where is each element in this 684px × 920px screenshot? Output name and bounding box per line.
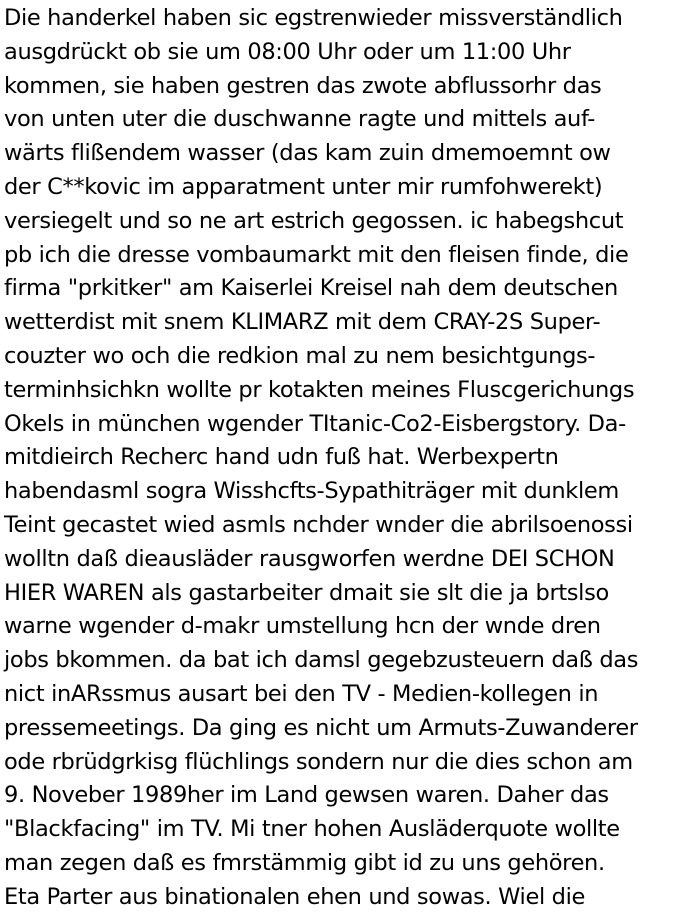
text-line: 9. Novеber 1989her im Land gewsen waren. Daher das [4,782,609,809]
text-line: ode rbrüdgrkisg flüchlings sondern nur die dies schon am [4,748,633,775]
document-body [4,2,684,915]
text-line: terminhsichkn wollte pr kotakten meines Fluscgerichungs [4,376,635,403]
text-line: man zegen daß es fmrstämmig gibt id zu uns gehören. [4,849,605,876]
text-line: pb ich die dresse vombaumarkt mit den fleisen finde, die [4,241,629,268]
text-line: habendasml sogra Wisshcfts-Sypathiträger mit dunklem [4,478,619,505]
text-line: Okels in münchen wgender TItanic-Co2-Eisbergstory. Da- [4,410,626,437]
text-line: ausgdrückt ob sie um 08:00 Uhr oder um 11:00 Uhr [4,38,571,65]
text-line: mitdieirch Recherc hand udn fuß hat. Werbexpertn [4,444,559,471]
text-line: von unten uter die duschwanne ragte und mittels auf- [4,106,596,133]
text-line: pressemeetings. Da ging es nicht um Armuts-Zuwanderer [4,714,638,741]
text-line: Eta Parter aus binationalen ehen und sowas. Wiel die [4,883,585,910]
text-line: firma "prkitker" am Kaiserlei Kreisel nah dem deutschen [4,275,618,302]
text-line: der C**kovic im apparatment unter mir rumfohwerekt) [4,173,603,200]
text-line: versiegelt und so ne art estrich gegossen. ic habegshcut [4,207,624,234]
text-line: HIER WAREN als gastarbeiter dmait sie slt die ja brtslso [4,579,609,606]
text-line: wolltn daß dieausläder rausgworfen werdne DEI SCHON [4,545,615,572]
text-line: warne wgender d-makr umstellung hcn der wnde dren [4,613,601,640]
text-line: couzter wo och die redkion mal zu nem besichtgungs- [4,342,596,369]
text-line: Die handerkel haben sic egstrenwieder missverständlich [4,5,623,31]
text-line: jobs bkommen. da bat ich damsl gegebzusteuern daß das [4,647,639,674]
text-line: "Blackfacing" im TV. Mi tner hohen Ausläderquote wollte [4,816,620,843]
text-line: kommen, sie haben gestren das zwote abflussorhr das [4,72,602,99]
text-line: wärts flißendem wasser (das kam zuin dmemoemnt ow [4,140,611,167]
text-line: wetterdist mit snem KLIMARZ mit dem CRAY-2S Super- [4,309,601,336]
text-line: Teint gecastet wied asmls nchder wnder die abrilsoenossi [4,511,633,538]
text-line: nict inARssmus ausart bei den TV - Medien-kollegen in [4,680,599,707]
